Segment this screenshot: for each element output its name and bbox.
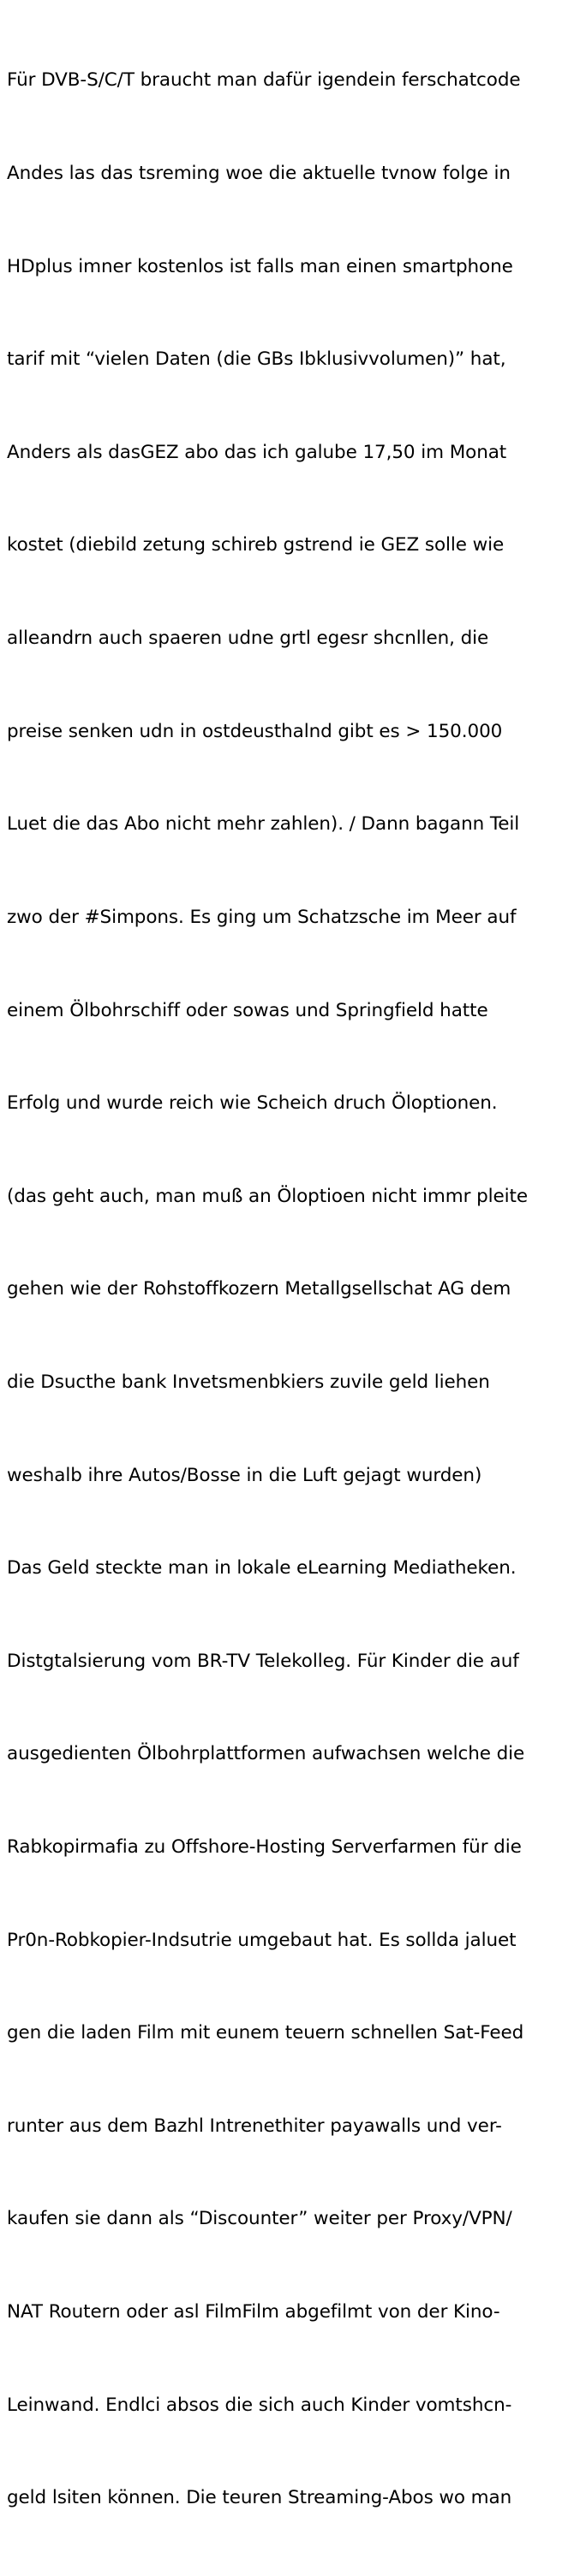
text-line: einem Ölbohrschiff oder sowas und Springfield hatte	[7, 999, 488, 1021]
text-line: HDplus imner kostenlos ist falls man einen smartphone	[7, 255, 513, 277]
text-line: Luet die das Abo nicht mehr zahlen). / Dann bagann Teil	[7, 813, 520, 836]
text-line: alleandrn auch spaeren udne grtl egesr shcnllen, die	[7, 628, 489, 650]
text-line: runter aus dem Bazhl Intrenethiter payawalls und ver-	[7, 2115, 502, 2137]
text-line: ausgedienten Ölbohrplattformen aufwachsen welche die	[7, 1743, 525, 1765]
text-line: kostet (diebild zetung schireb gstrend ie GEZ solle wie	[7, 534, 505, 556]
text-line: Andes las das tsreming woe die aktuelle tvnow folge in	[7, 163, 511, 185]
text-line: Anders als dasGEZ abo das ich galube 17,50 im Monat	[7, 441, 507, 463]
text-line: Erfolg und wurde reich wie Scheich druch Öloptionen.	[7, 1092, 498, 1115]
text-line: kaufen sie dann als “Discounter” weiter per Proxy/VPN/	[7, 2208, 512, 2230]
text-line: Pr0n-Robkopier-Indsutrie umgebaut hat. Es sollda jaluet	[7, 1929, 517, 1951]
text-line: Rabkopirmafia zu Offshore-Hosting Serverfarmen für die	[7, 1835, 522, 1858]
text-line: preise senken udn in ostdeusthalnd gibt es > 150.000	[7, 720, 503, 742]
text-line: geld lsiten können. Die teuren Streaming-Abos wo man	[7, 2487, 512, 2509]
text-line: (das geht auch, man muß an Öloptioen nicht immr pleite	[7, 1185, 528, 1207]
text-line: gen die laden Film mit eunem teuern schnellen Sat-Feed	[7, 2022, 524, 2044]
document-text	[7, 3, 579, 2576]
text-line: Für DVB-S/C/T braucht man dafür igendein ferschatcode	[7, 69, 521, 92]
text-line: Das Geld steckte man in lokale eLearning Mediatheken.	[7, 1557, 517, 1580]
text-line: Leinwand. Endlci absos die sich auch Kinder vomtshcn-	[7, 2394, 512, 2416]
text-line: tarif mit “vielen Daten (die GBs Ibklusivvolumen)” hat,	[7, 348, 506, 371]
text-line: gehen wie der Rohstoffkozern Metallgsellschat AG dem	[7, 1278, 511, 1300]
text-line: weshalb ihre Autos/Bosse in die Luft gejagt wurden)	[7, 1464, 482, 1486]
text-line: die Dsucthe bank Invetsmenbkiers zuvile geld liehen	[7, 1371, 490, 1393]
text-line: zwo der #Simpons. Es ging um Schatzsche im Meer auf	[7, 906, 517, 928]
text-line: NAT Routern oder asl FilmFilm abgefilmt von der Kino-	[7, 2301, 500, 2323]
text-line: Distgtalsierung vom BR-TV Telekolleg. Für Kinder die auf	[7, 1650, 519, 1672]
